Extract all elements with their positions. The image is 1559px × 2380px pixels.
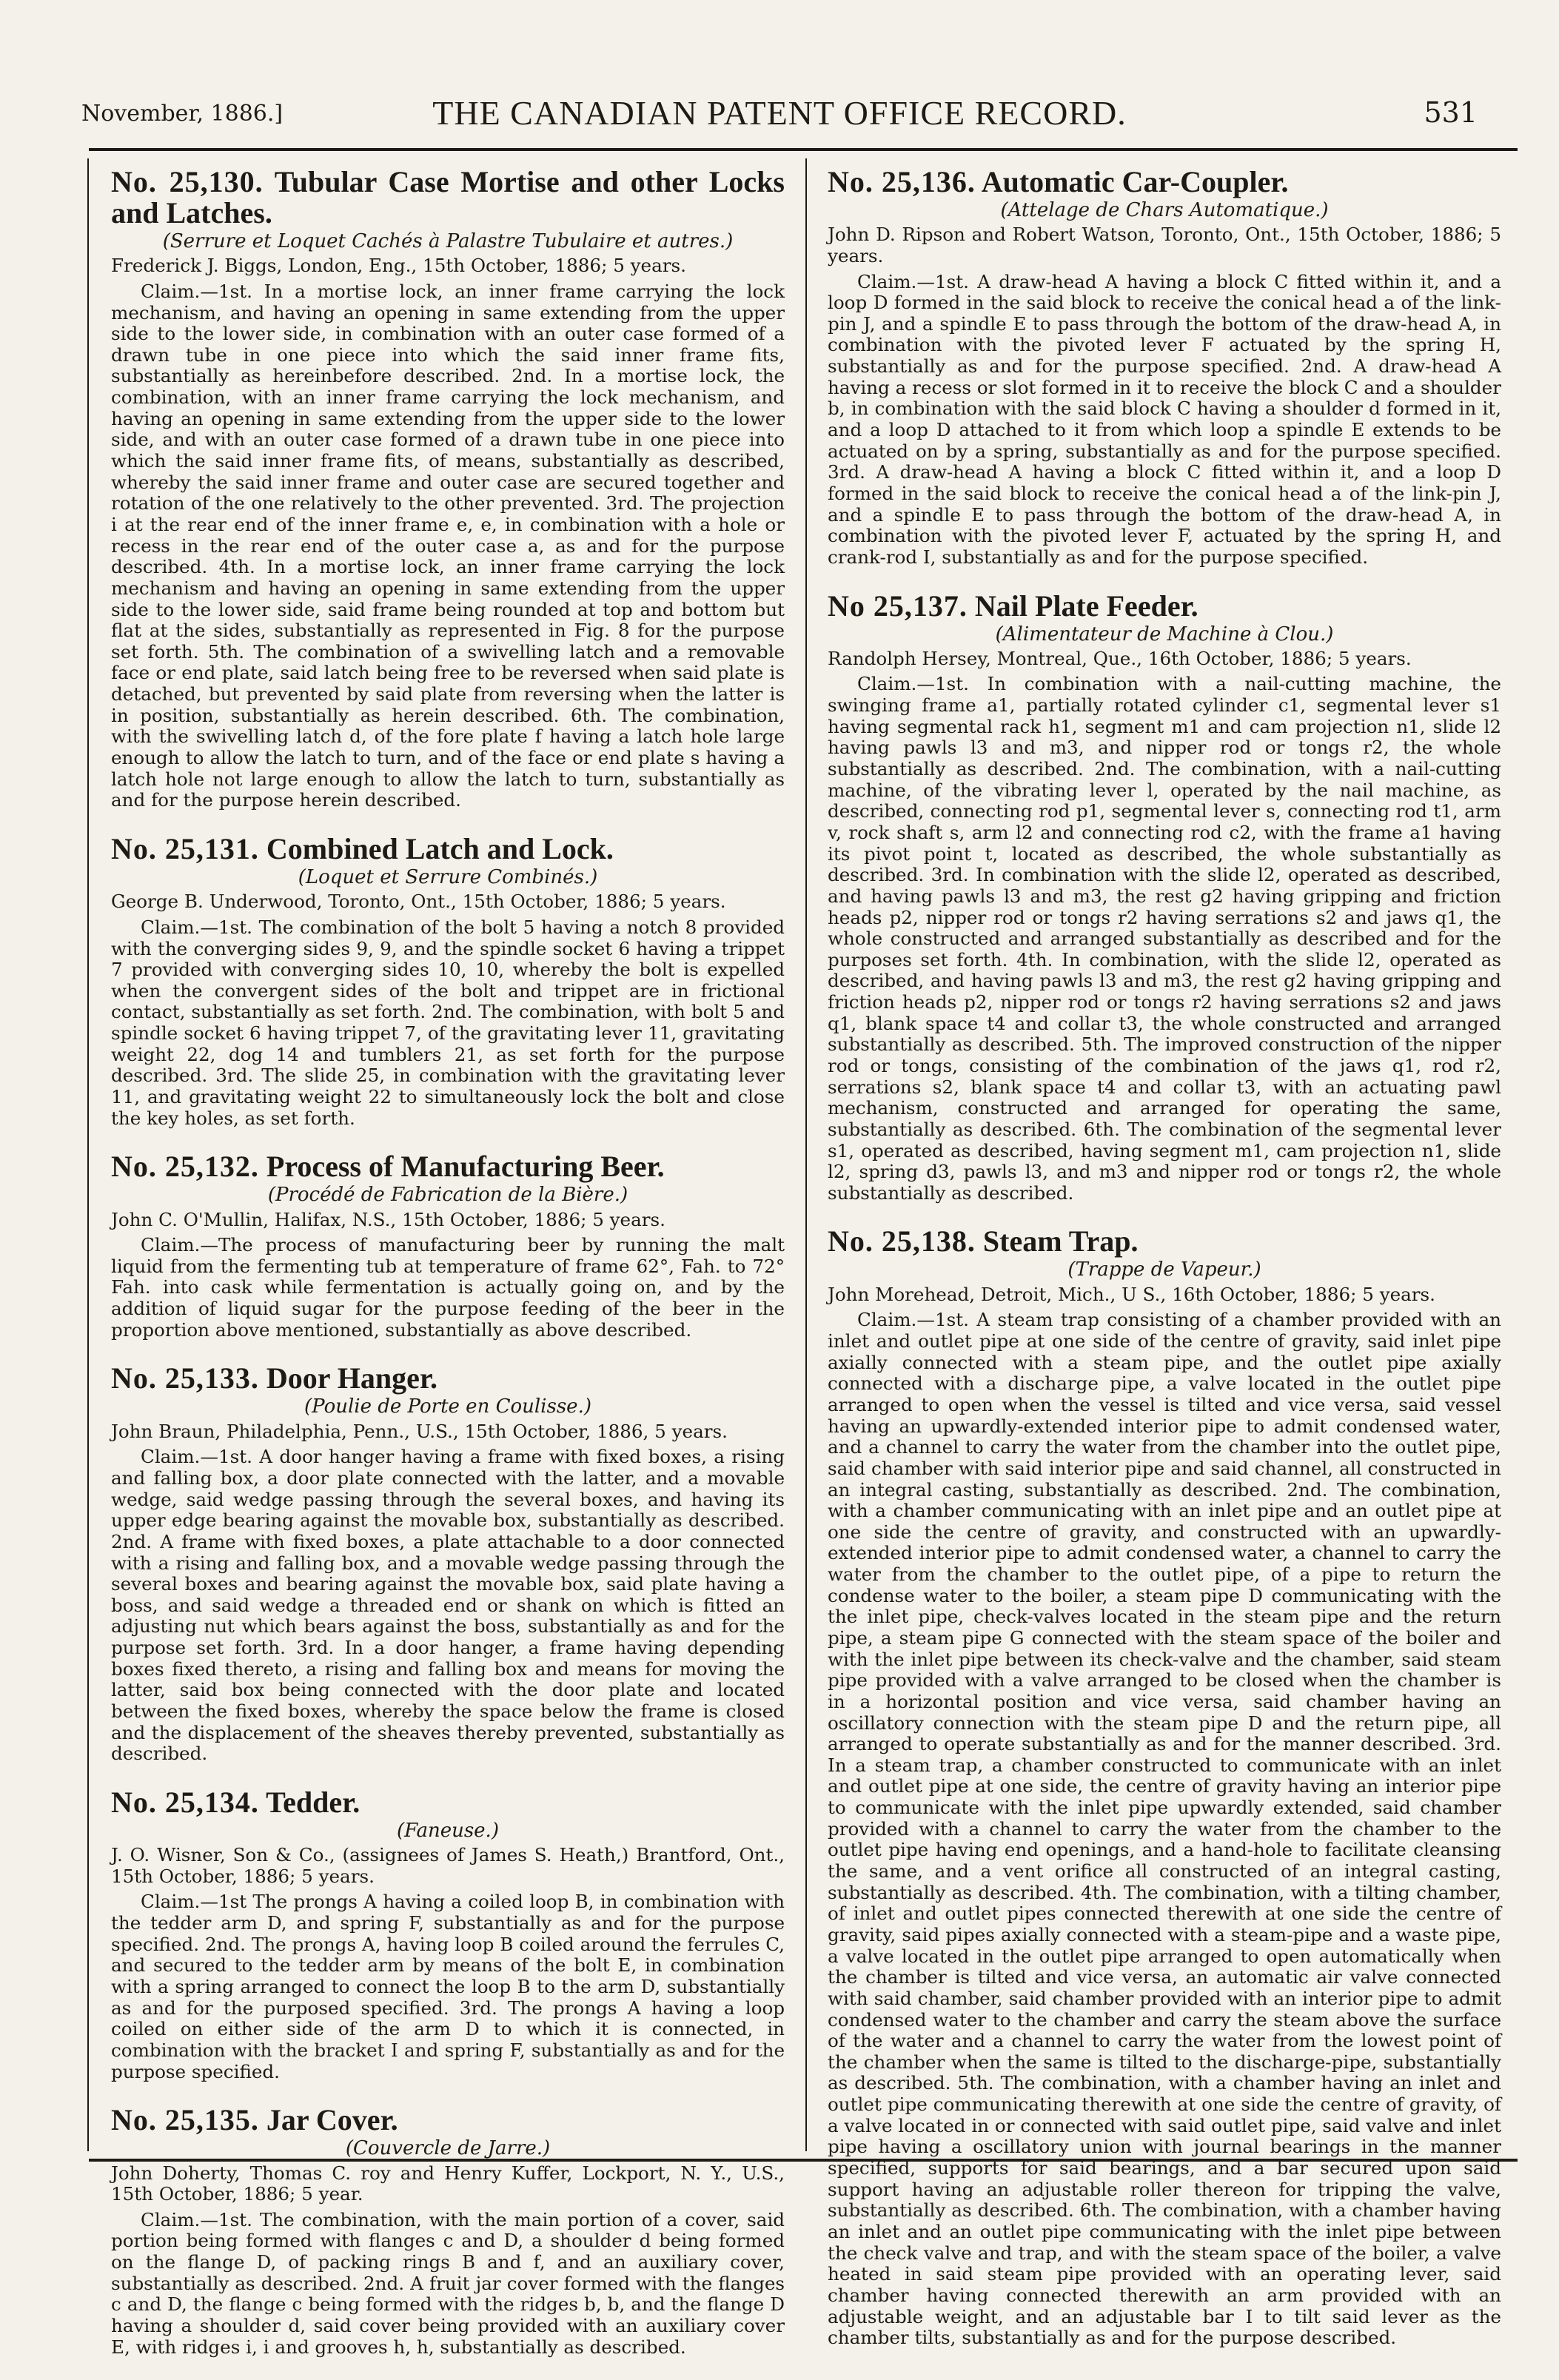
patent-number: No. 25,138. <box>828 1224 976 1258</box>
patent-french-title: (Alimentateur de Machine à Clou.) <box>995 623 1334 646</box>
patent-inventor: John C. O'Mullin, Halifax, N.S., 15th October, 1886; 5 years. <box>111 1208 665 1230</box>
patent-title: Tedder. <box>266 1785 361 1819</box>
patent-claim: Claim.—1st. In combination with a nail-cutting machine, the swinging frame a1, partially rotated cylinder c1, segmental lever s1 having segmental rack h1, segment m1 and cam projection n1, slide l2 having pawls l3 and m3, and nipper rod or tongs r2, the whole substantially as described. 2nd. The combination, with a nail-cutting machine, of the vibrating lever l, operated by the nail machine, as described, connecting rod p1, segmental lever s, connecting rod t1, arm v, rock shaft s, arm l2 and connecting rod c2, with the frame a1 having its pivot point t, located as described, the whole substantially as described. 3rd. In combination with the slide l2, operated as described, and having pawls l3 and m3, the rest g2 having gripping and friction heads p2, nipper rod or tongs r2 having serrations s2 and jaws q1, the whole constructed and arranged substantially as described and for the purposes set forth. 4th. In combination, with the slide l2, operated as described, and having pawls l3 and m3, the rest g2 having gripping and friction heads p2, nipper rod or tongs r2 having serrations s2 and jaws q1, blank space t4 and collar t3, the whole constructed and arranged substantially as described. 5th. The improved construction of the nipper rod or tongs, consisting of the combination of the jaws q1, rod r2, serrations s2, blank space t4 and collar t3, with an actuating pawl mechanism, constructed and arranged for operating the same, substantially as described. 6th. The combination of the segmental lever s1, operated as described, having segment m1, cam projection n1, slide l2, spring d3, pawls l3, and m3 and nipper rod or tongs r2, the whole substantially as described. <box>828 673 1501 1204</box>
patent-title: Automatic Car-Coupler. <box>981 165 1289 198</box>
patent-title: Process of Manufacturing Beer. <box>266 1150 665 1184</box>
patent-title: Combined Latch and Lock. <box>266 831 614 865</box>
patent-inventor: John Morehead, Detroit, Mich., U S., 16th October, 1886; 5 years. <box>828 1283 1435 1305</box>
patent-french-title: (Serrure et Loquet Cachés à Palastre Tubulaire et autres.) <box>162 230 734 252</box>
patent-entry <box>111 167 785 811</box>
patent-french-title: (Faneuse.) <box>397 1819 499 1842</box>
patent-entry <box>111 831 785 1129</box>
patent-entry <box>111 1151 785 1341</box>
column-divider <box>805 158 807 2151</box>
patent-claim: Claim.—1st. In a mortise lock, an inner frame carrying the lock mechanism, and having an opening in same extending from the upper side to the lower side, in combination with an outer case formed of a drawn tube in one piece into which the said inner frame fits, substantially as hereinbefore described. 2nd. In a mortise lock, the combination, with an inner frame carrying the lock mechanism, and having an opening in same extending from the upper side to the lower side, and with an outer case formed of a drawn tube in one piece into which the said inner frame fits, of means, substantially as described, whereby the said inner frame and outer case are secured together and rotation of the one relatively to the other prevented. 3rd. The projection i at the rear end of the inner frame e, e, in combination with a hole or recess in the rear end of the outer case a, as and for the purpose described. 4th. In a mortise lock, an inner frame carrying the lock mechanism and having an opening in same extending from the upper side to the lower side, said frame being rounded at top and bottom but flat at the sides, substantially as represented in Fig. 8 for the purpose set forth. 5th. The combination of a swivelling latch and a removable face or end plate, said latch being free to be reversed when said plate is detached, but prevented by said plate from reversing when the latter is in position, substantially as herein described. 6th. The combination, with the swivelling latch d, of the fore plate f having a latch hole large enough to allow the latch to turn, and of the face or end plate s having a latch hole not large enough to allow the latch to turn, substantially as and for the purpose herein described. <box>111 280 785 811</box>
patent-number: No. 25,133. <box>111 1361 259 1395</box>
patent-french-title: (Attelage de Chars Automatique.) <box>1000 199 1329 221</box>
patent-inventor: Frederick J. Biggs, London, Eng., 15th October, 1886; 5 years. <box>111 255 686 277</box>
patent-heading <box>111 831 785 865</box>
patent-heading <box>828 167 1501 198</box>
patent-title: Door Hanger. <box>266 1361 438 1395</box>
patent-inventor: John D. Ripson and Robert Watson, Toronto, Ont., 15th October, 1886; 5 years. <box>828 224 1501 267</box>
issue-date: November, 1886.] <box>81 101 284 127</box>
patent-heading <box>111 2105 785 2136</box>
left-column <box>111 167 785 2380</box>
patent-french-title: (Procédé de Fabrication de la Bière.) <box>267 1184 628 1207</box>
patent-entry <box>111 1787 785 2082</box>
patent-title: Tubular Case Mortise and other Locks and Latches. <box>111 165 785 229</box>
patent-inventor: John Doherty, Thomas C. roy and Henry Kuffer, Lockport, N. Y., U.S., 15th October, 1886; 5 year. <box>111 2162 785 2205</box>
right-column <box>828 167 1501 2371</box>
patent-number: No. 25,130. <box>111 165 264 198</box>
publication-title: THE CANADIAN PATENT OFFICE RECORD. <box>432 94 1127 132</box>
patent-number: No. 25,132. <box>111 1150 259 1184</box>
patent-heading <box>111 1363 785 1394</box>
patent-claim: Claim.—1st. A draw-head A having a block C fitted within it, and a loop D formed in the said block to receive the conical head a of the link-pin J, and a spindle E to pass through the bottom of the draw-head A, in combination with the pivoted lever F actuated by the spring H, substantially as and for the purpose specified. 2nd. A draw-head A having a recess or slot formed in it to receive the block C and a shoulder b, in combination with the said block C having a shoulder d formed in it, and a loop D attached to it from which loop a spindle E extends to be actuated on by a spring, substantially as and for the purpose specified. 3rd. A draw-head A having a block C fitted within it, and a loop D formed in the said block to receive the conical head a of the link-pin J, and a spindle E to pass through the bottom of the draw-head A, in combination with the pivoted lever F, actuated by the spring H, and crank-rod I, substantially as and for the purpose specified. <box>828 270 1501 568</box>
left-rule <box>87 158 89 2151</box>
patent-french-title: (Trappe de Vapeur.) <box>1067 1258 1261 1281</box>
patent-number: No 25,137. <box>828 589 968 623</box>
patent-heading <box>111 167 785 229</box>
patent-heading <box>111 1151 785 1182</box>
patent-claim: Claim.—1st. The combination, with the main portion of a cover, said portion being formed with flanges c and D, a shoulder d being formed on the flange D, of packing rings B and f, and an auxiliary cover, substantially as described. 2nd. A fruit jar cover formed with the flanges c and D, the flange c being formed with the ridges b, b, and the flange D having a shoulder d, said cover being provided with an auxiliary cover E, with ridges i, i and grooves h, h, substantially as described. <box>111 2208 785 2358</box>
patent-inventor: John Braun, Philadelphia, Penn., U.S., 15th October, 1886, 5 years. <box>111 1420 728 1442</box>
patent-heading <box>828 591 1501 622</box>
patent-title: Jar Cover. <box>266 2103 398 2137</box>
patent-claim: Claim.—1st The prongs A having a coiled loop B, in combination with the tedder arm D, and spring F, substantially as and for the purpose specified. 2nd. The prongs A, having loop B coiled around the ferrules C, and secured to the tedder arm by means of the bolt E, in combination with a spring arranged to connect the loop B to the arm D, substantially as and for the purposed specified. 3rd. The prongs A having a loop coiled on either side of the arm D to which it is connected, in combination with the bracket I and spring F, substantially as and for the purpose specified. <box>111 1891 785 2082</box>
patent-number: No. 25,136. <box>828 165 976 198</box>
patent-claim: Claim.—1st. A steam trap consisting of a chamber provided with an inlet and outlet pipe at one side of the centre of gravity, said inlet pipe axially connected with a steam pipe, and the outlet pipe axially connected with a discharge pipe, a valve located in the outlet pipe arranged to open when the vessel is tilted and vice versa, said vessel having an upwardly-extended interior pipe to admit condensed water, and a channel to carry the water from the chamber into the outlet pipe, said chamber with said interior pipe and said channel, all constructed in an integral casting, substantially as described. 2nd. The combination, with a chamber communicating with an inlet pipe and an outlet pipe at one side the centre of gravity, and constructed with an upwardly-extended interior pipe to admit condensed water, a channel to carry the water from the chamber to the outlet pipe, of a pipe to return the condense water to the boiler, a steam pipe D communicating with the the inlet pipe, check-valves located in the steam pipe and the return pipe, a steam pipe G connected with the steam space of the boiler and with the inlet pipe between its check-valve and the chamber, said steam pipe provided with a valve arranged to be closed when the chamber is in a horizontal position and vice versa, said chamber having an oscillatory connection with the steam pipe D and the return pipe, all arranged to operate substantially as and for the manner described. 3rd. In a steam trap, a chamber constructed to communicate with an inlet and outlet pipe at one side, the centre of gravity having an interior pipe to communicate with the inlet pipe upwardly extended, said chamber provided with a channel to carry the water from the chamber to the outlet pipe having end openings, and a hand-hole to facilitate cleansing the same, and a vent orifice all constructed of an integral casting, substantially as described. 4th. The combination, with a tilting chamber, of inlet and outlet pipes connected therewith at one side the centre of gravity, said pipes axially connected with a steam-pipe and a waste pipe, a valve located in the outlet pipe arranged to open automatically when the chamber is tilted and vice versa, an automatic air valve connected with said chamber, said chamber provided with an interior pipe to admit condensed water to the chamber and carry the steam above the surface of the water and a channel to carry the water from the lowest point of the chamber when the same is tilted to the discharge-pipe, substantially as described. 5th. The combination, with a chamber having an inlet and outlet pipe communicating therewith at one side the centre of gravity, of a valve located in or connected with said outlet pipe, said valve and inlet pipe having a oscillatory union with journal bearings in the manner specified, supports for said bearings, and a bar secured upon said support having an adjustable roller thereon for tripping the valve, substantially as described. 6th. The combination, with a chamber having an inlet and an outlet pipe communicating with the inlet pipe between the check valve and trap, and with the steam space of the boiler, a valve heated in said steam pipe provided with an operating lever, said chamber having connected therewith an arm provided with an adjustable weight, and an adjustable bar I to tilt said lever as the chamber tilts, substantially as and for the purpose described. <box>828 1309 1501 2349</box>
patent-claim: Claim.—1st. A door hanger having a frame with fixed boxes, a rising and falling box, a door plate connected with the latter, and a movable wedge, said wedge passing through the several boxes, and having its upper edge bearing against the movable box, substantially as described. 2nd. A frame with fixed boxes, a plate attachable to a door connected with a rising and falling box, and a movable wedge passing through the several boxes and bearing against the movable box, said plate having a boss, and said wedge a threaded end or shank on which is fitted an adjusting nut which bears against the boss, substantially as and for the purpose set forth. 3rd. In a door hanger, a frame having depending boxes fixed thereto, a rising and falling box and means for moving the latter, said box being connected with the door plate and located between the fixed boxes, whereby the space below the frame is closed and the displacement of the sheaves thereby prevented, substantially as described. <box>111 1446 785 1765</box>
patent-french-title: (Poulie de Porte en Coulisse.) <box>304 1395 591 1418</box>
patent-heading <box>828 1226 1501 1257</box>
patent-entry <box>828 1226 1501 2348</box>
patent-number: No. 25,131. <box>111 831 259 865</box>
patent-title: Steam Trap. <box>982 1224 1139 1258</box>
patent-entry <box>111 2105 785 2358</box>
patent-entry <box>828 591 1501 1204</box>
patent-entry <box>828 167 1501 569</box>
patent-inventor: J. O. Wisner, Son & Co., (assignees of James S. Heath,) Brantford, Ont., 15th October, 1886; 5 years. <box>111 1844 785 1887</box>
patent-claim: Claim.—1st. The combination of the bolt 5 having a notch 8 provided with the converging sides 9, 9, and the spindle socket 6 having a trippet 7 provided with converging sides 10, 10, whereby the bolt is expelled when the convergent sides of the bolt and trippet are in frictional contact, substantially as set forth. 2nd. The combination, with bolt 5 and spindle socket 6 having trippet 7, of the gravitating lever 11, gravitating weight 22, dog 14 and tumblers 21, as set forth for the purpose described. 3rd. The slide 25, in combination with the gravitating lever 11, and gravitating weight 22 to simultaneously lock the bolt and close the key holes, as set forth. <box>111 916 785 1129</box>
patent-number: No. 25,135. <box>111 2103 259 2137</box>
patent-entry <box>111 1363 785 1765</box>
patent-number: No. 25,134. <box>111 1785 259 1819</box>
patent-claim: Claim.—The process of manufacturing beer by running the malt liquid from the fermenting tub at temperature of frame 62°, Fah. to 72° Fah. into cask while fermentation is actually going on, and by the addition of liquid sugar for the purpose feeding of the beer in the proportion above mentioned, substantially as above described. <box>111 1234 785 1341</box>
patent-french-title: (Couvercle de Jarre.) <box>345 2137 551 2160</box>
page-number: 531 <box>1424 96 1478 129</box>
patent-french-title: (Loquet et Serrure Combinés.) <box>298 865 598 888</box>
patent-inventor: George B. Underwood, Toronto, Ont., 15th October, 1886; 5 years. <box>111 891 726 913</box>
patent-title: Nail Plate Feeder. <box>974 589 1198 623</box>
page-header <box>81 87 1478 139</box>
patent-inventor: Randolph Hersey, Montreal, Que., 16th October, 1886; 5 years. <box>828 647 1412 669</box>
patent-heading <box>111 1787 785 1818</box>
